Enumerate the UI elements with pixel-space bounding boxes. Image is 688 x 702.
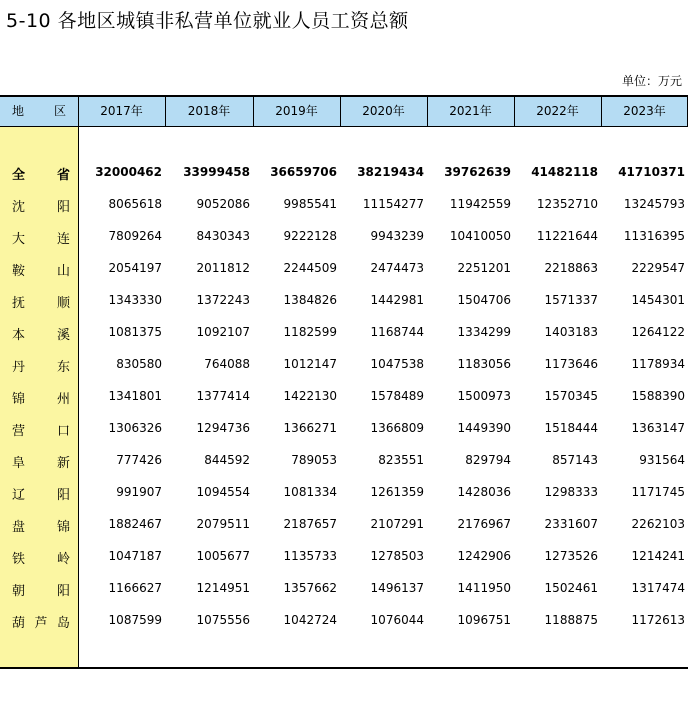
wage-total-cell: 1422130 xyxy=(283,389,337,403)
wage-total-cell: 1372243 xyxy=(196,293,250,307)
region-name-char: 锦 xyxy=(56,520,70,535)
region-name xyxy=(12,452,70,471)
wage-total-cell: 1366271 xyxy=(283,421,337,435)
wage-total-cell: 1334299 xyxy=(457,325,511,339)
wage-total-cell: 9943239 xyxy=(370,229,424,243)
region-name xyxy=(12,548,70,567)
wage-total-cell: 2011812 xyxy=(196,261,250,275)
wage-total-cell: 1411950 xyxy=(457,581,511,595)
wage-total-cell: 2187657 xyxy=(283,517,337,531)
wage-total-cell: 789053 xyxy=(291,453,337,467)
wage-total-cell: 1502461 xyxy=(544,581,598,595)
wage-total-cell: 1081375 xyxy=(108,325,162,339)
region-header-char: 地 xyxy=(12,104,25,118)
wage-total-cell: 1298333 xyxy=(544,485,598,499)
wage-total-cell: 10410050 xyxy=(449,229,511,243)
wage-total-cell: 38219434 xyxy=(357,165,424,179)
wage-total-cell: 1449390 xyxy=(457,421,511,435)
wage-total-cell: 1278503 xyxy=(370,549,424,563)
wage-total-cell: 1075556 xyxy=(196,613,250,627)
wage-total-cell: 1428036 xyxy=(457,485,511,499)
wage-total-cell: 1242906 xyxy=(457,549,511,563)
wage-total-cell: 1166627 xyxy=(108,581,162,595)
wage-total-cell: 931564 xyxy=(639,453,685,467)
region-name-char: 新 xyxy=(56,456,70,471)
region-name-char: 阜 xyxy=(12,456,26,471)
region-name-char: 溪 xyxy=(56,328,70,343)
wage-total-cell: 11316395 xyxy=(623,229,685,243)
wage-total-cell: 1363147 xyxy=(631,421,685,435)
region-header xyxy=(12,97,66,126)
wage-total-cell: 1384826 xyxy=(283,293,337,307)
year-header: 2020年 xyxy=(362,104,405,118)
wage-total-cell: 2079511 xyxy=(196,517,250,531)
wage-total-cell: 1504706 xyxy=(457,293,511,307)
region-name-char: 顺 xyxy=(56,296,70,311)
wage-total-cell: 1578489 xyxy=(370,389,424,403)
region-name-char: 东 xyxy=(56,360,70,375)
wage-total-cell: 844592 xyxy=(204,453,250,467)
region-name xyxy=(12,612,70,631)
year-header: 2021年 xyxy=(449,104,492,118)
wage-total-cell: 991907 xyxy=(116,485,162,499)
wage-total-cell: 1172613 xyxy=(631,613,685,627)
wage-total-cell: 1341801 xyxy=(108,389,162,403)
wage-total-cell: 1306326 xyxy=(108,421,162,435)
wage-total-cell: 41482118 xyxy=(531,165,598,179)
wage-total-cell: 1173646 xyxy=(544,357,598,371)
region-name xyxy=(12,196,70,215)
wage-total-cell: 36659706 xyxy=(270,165,337,179)
wage-total-cell: 1317474 xyxy=(631,581,685,595)
wage-total-cell: 39762639 xyxy=(444,165,511,179)
wage-total-cell: 2244509 xyxy=(283,261,337,275)
region-name-char: 铁 xyxy=(12,552,26,567)
wage-total-cell: 2229547 xyxy=(631,261,685,275)
wage-total-cell: 1570345 xyxy=(544,389,598,403)
wage-total-cell: 9052086 xyxy=(196,197,250,211)
wage-total-cell: 1588390 xyxy=(631,389,685,403)
wage-total-cell: 1171745 xyxy=(631,485,685,499)
wage-total-cell: 2474473 xyxy=(370,261,424,275)
wage-total-cell: 1403183 xyxy=(544,325,598,339)
region-name-char: 岛 xyxy=(56,616,70,631)
region-name-char: 营 xyxy=(12,424,26,439)
wage-total-cell: 13245793 xyxy=(623,197,685,211)
region-name xyxy=(12,324,70,343)
wage-total-cell: 1092107 xyxy=(196,325,250,339)
wage-total-cell: 32000462 xyxy=(95,165,162,179)
region-name-char: 葫 xyxy=(12,616,26,631)
wage-total-cell: 1454301 xyxy=(631,293,685,307)
wage-total-cell: 1047187 xyxy=(108,549,162,563)
wage-total-cell: 829794 xyxy=(465,453,511,467)
wage-total-cell: 1094554 xyxy=(196,485,250,499)
wage-total-cell: 1183056 xyxy=(457,357,511,371)
region-name-char: 辽 xyxy=(12,488,26,503)
wage-total-cell: 1135733 xyxy=(283,549,337,563)
wage-total-cell: 1182599 xyxy=(283,325,337,339)
region-name-char: 本 xyxy=(12,328,26,343)
wage-total-cell: 1442981 xyxy=(370,293,424,307)
region-name-char: 抚 xyxy=(12,296,26,311)
region-name xyxy=(12,484,70,503)
region-name xyxy=(12,292,70,311)
wage-total-cell: 8065618 xyxy=(108,197,162,211)
wage-total-cell: 1343330 xyxy=(108,293,162,307)
region-name-char: 大 xyxy=(12,232,26,247)
region-name-char: 阳 xyxy=(56,584,70,599)
wage-total-cell: 764088 xyxy=(204,357,250,371)
wage-total-cell: 1500973 xyxy=(457,389,511,403)
region-name-char: 全 xyxy=(12,168,26,183)
wage-total-cell: 1188875 xyxy=(544,613,598,627)
wage-total-cell: 1047538 xyxy=(370,357,424,371)
wage-total-cell: 1273526 xyxy=(544,549,598,563)
region-name-char: 沈 xyxy=(12,200,26,215)
region-name-char: 丹 xyxy=(12,360,26,375)
wage-total-cell: 1005677 xyxy=(196,549,250,563)
wage-total-cell: 2331607 xyxy=(544,517,598,531)
wage-total-cell: 9985541 xyxy=(283,197,337,211)
region-name-char: 阳 xyxy=(56,200,70,215)
region-name-char: 盘 xyxy=(12,520,26,535)
region-name xyxy=(12,388,70,407)
wage-total-cell: 1261359 xyxy=(370,485,424,499)
region-name xyxy=(12,580,70,599)
region-name xyxy=(12,260,70,279)
region-name-char: 芦 xyxy=(34,616,48,631)
wage-total-cell: 2107291 xyxy=(370,517,424,531)
wage-total-cell: 2176967 xyxy=(457,517,511,531)
region-name-char: 朝 xyxy=(12,584,26,599)
unit-label: 单位：万元 xyxy=(621,74,682,88)
region-header-char: 区 xyxy=(53,104,66,118)
wage-total-cell: 1264122 xyxy=(631,325,685,339)
wage-total-cell: 1042724 xyxy=(283,613,337,627)
wage-total-cell: 11221644 xyxy=(536,229,598,243)
region-name xyxy=(12,420,70,439)
region-name-char: 口 xyxy=(56,424,70,439)
wage-total-cell: 1178934 xyxy=(631,357,685,371)
wage-total-cell: 2218863 xyxy=(544,261,598,275)
wage-total-cell: 7809264 xyxy=(108,229,162,243)
wage-total-cell: 1496137 xyxy=(370,581,424,595)
wage-total-cell: 1214241 xyxy=(631,549,685,563)
year-header: 2019年 xyxy=(275,104,318,118)
wage-total-cell: 33999458 xyxy=(183,165,250,179)
wage-total-cell: 857143 xyxy=(552,453,598,467)
year-header: 2022年 xyxy=(536,104,579,118)
header-rule xyxy=(0,126,688,127)
wage-total-cell: 1081334 xyxy=(283,485,337,499)
wage-total-cell: 2251201 xyxy=(457,261,511,275)
wage-total-cell: 777426 xyxy=(116,453,162,467)
wage-total-cell: 2054197 xyxy=(108,261,162,275)
wage-total-cell: 11942559 xyxy=(449,197,511,211)
wage-total-cell: 41710371 xyxy=(618,165,685,179)
wage-total-cell: 11154277 xyxy=(362,197,424,211)
wage-total-cell: 1366809 xyxy=(370,421,424,435)
wage-total-cell: 1294736 xyxy=(196,421,250,435)
wage-total-cell: 1357662 xyxy=(283,581,337,595)
wage-total-cell: 9222128 xyxy=(283,229,337,243)
wage-total-cell: 823551 xyxy=(378,453,424,467)
region-name xyxy=(12,228,70,247)
region-name-char: 省 xyxy=(56,168,70,183)
wage-total-cell: 1571337 xyxy=(544,293,598,307)
wage-total-cell: 1882467 xyxy=(108,517,162,531)
region-name-char: 山 xyxy=(56,264,70,279)
wage-total-cell: 1096751 xyxy=(457,613,511,627)
bottom-rule xyxy=(0,667,688,669)
region-name-char: 阳 xyxy=(56,488,70,503)
wage-total-cell: 1012147 xyxy=(283,357,337,371)
wage-total-cell: 2262103 xyxy=(631,517,685,531)
wage-total-cell: 1076044 xyxy=(370,613,424,627)
year-header: 2017年 xyxy=(100,104,143,118)
wage-total-cell: 8430343 xyxy=(196,229,250,243)
region-name-char: 岭 xyxy=(56,552,70,567)
page-title: 5-10 各地区城镇非私营单位就业人员工资总额 xyxy=(6,10,409,32)
wage-total-cell: 1087599 xyxy=(108,613,162,627)
wage-total-cell: 1214951 xyxy=(196,581,250,595)
region-name-char: 鞍 xyxy=(12,264,26,279)
region-name-char: 州 xyxy=(56,392,70,407)
wage-total-cell: 1518444 xyxy=(544,421,598,435)
region-name-char: 锦 xyxy=(12,392,26,407)
wage-total-cell: 1168744 xyxy=(370,325,424,339)
region-name xyxy=(12,356,70,375)
year-header: 2023年 xyxy=(623,104,666,118)
region-name-char: 连 xyxy=(56,232,70,247)
wage-total-cell: 830580 xyxy=(116,357,162,371)
region-name xyxy=(12,164,70,183)
wage-total-cell: 1377414 xyxy=(196,389,250,403)
region-name xyxy=(12,516,70,535)
year-header: 2018年 xyxy=(187,104,231,118)
wage-total-cell: 12352710 xyxy=(536,197,598,211)
